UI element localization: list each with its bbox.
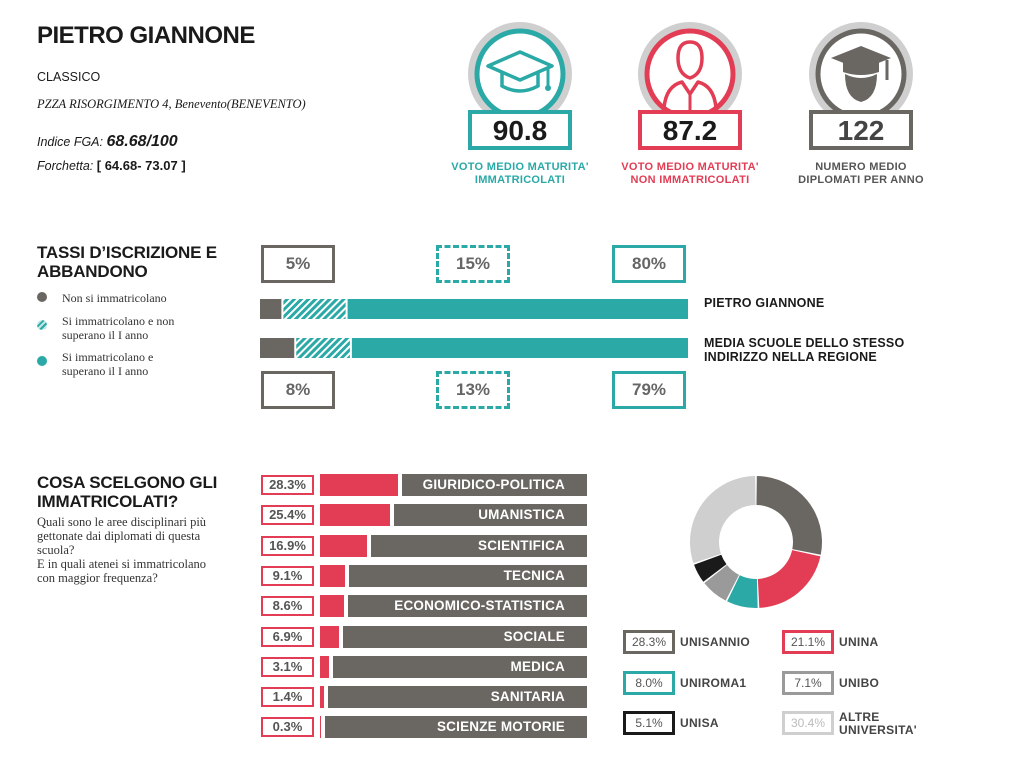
row-label-school — [704, 296, 824, 310]
pct-box-school-dropout — [436, 245, 510, 283]
pct-value: 15% — [455, 254, 491, 273]
stat-value-1: 90.8 — [492, 115, 548, 146]
uni-pct: 30.4% — [790, 716, 826, 730]
uni-pct: 21.1% — [790, 635, 826, 649]
desc-line: gettonate dai diplomati di questa — [37, 529, 201, 543]
enrollment-title-line1: TASSI D’ISCRIZIONE E — [37, 243, 217, 262]
area-bar-label: TECNICA — [349, 565, 587, 587]
area-bar-fill — [320, 504, 390, 526]
fork-value: [ 64.68- 73.07 ] — [96, 158, 186, 173]
area-bar-label: ECONOMICO-STATISTICA — [348, 595, 587, 617]
area-pct-label: 6.9% — [261, 627, 314, 647]
legend-label-line1: Si immatricolano e — [62, 350, 154, 364]
area-bar-label: SOCIALE — [343, 626, 587, 648]
area-bar-label: SCIENZE MOTORIE — [325, 716, 587, 738]
choices-title-line1: COSA SCELGONO GLI — [37, 473, 218, 492]
choices-title-line2: IMMATRICOLATI? — [37, 492, 179, 511]
legend-label-line1: Non si immatricolano — [62, 291, 167, 305]
area-pct-label: 1.4% — [261, 687, 314, 707]
desc-line: Quali sono le aree disciplinari più — [37, 515, 207, 529]
area-bar-fill — [320, 686, 324, 708]
uni-name-altre — [839, 711, 917, 737]
stat-value-3: 122 — [837, 115, 885, 146]
pct-box-school-passed — [612, 245, 686, 283]
fga-label: Indice FGA: — [37, 135, 103, 149]
area-pct-label: 8.6% — [261, 596, 314, 616]
uni-pct: 5.1% — [635, 716, 663, 730]
stat-value-box-3 — [809, 110, 913, 150]
stat-label-1 — [435, 161, 605, 187]
enrollment-bar-segment — [283, 299, 345, 319]
enrollment-title-line2: ABBANDONO — [37, 262, 148, 281]
desc-line: con maggior frequenza? — [37, 571, 158, 585]
uni-pct-box-altre — [782, 711, 834, 735]
pct-box-region-passed — [612, 371, 686, 409]
pct-value: 79% — [631, 380, 667, 399]
uni-name-unisa — [680, 717, 719, 730]
donut-slice — [758, 550, 821, 608]
area-bar-fill — [320, 565, 345, 587]
stat-label-2-line2: NON IMMATRICOLATI — [630, 174, 750, 186]
stat-value-box-2 — [638, 110, 742, 150]
area-bar-fill — [320, 595, 344, 617]
universities-donut-chart — [686, 472, 826, 612]
uni-pct-box-unisa — [623, 711, 675, 735]
desc-line: E in quali atenei si immatricolano — [37, 557, 207, 571]
legend-swatch-passed — [37, 356, 47, 366]
stat-value-2: 87.2 — [662, 115, 718, 146]
uni-name-uniroma1 — [680, 677, 746, 690]
legend-item-not-enrolled — [62, 291, 167, 305]
fga-range — [37, 158, 186, 173]
legend-label-line1: Si immatricolano e non — [62, 314, 175, 328]
desc-line: scuola? — [37, 543, 75, 557]
uni-pct-box-unina — [782, 630, 834, 654]
uni-pct-box-unisannio — [623, 630, 675, 654]
fga-index — [37, 133, 178, 151]
stat-label-2-line1: VOTO MEDIO MATURITA' — [621, 161, 759, 173]
row-label-line1: MEDIA SCUOLE DELLO STESSO — [704, 336, 905, 350]
area-bar-fill — [320, 626, 339, 648]
uni-name-line1: UNIROMA1 — [680, 676, 747, 690]
uni-name-line1: UNISA — [680, 716, 719, 730]
area-pct-label: 0.3% — [261, 717, 314, 737]
uni-pct: 28.3% — [631, 635, 667, 649]
uni-name-unina — [839, 636, 879, 649]
pct-box-region-not-enrolled — [261, 371, 335, 409]
pct-value: 8% — [285, 380, 311, 399]
donut-slice — [756, 476, 822, 555]
uni-pct-box-uniroma1 — [623, 671, 675, 695]
enrollment-bar-segment — [260, 338, 294, 358]
uni-name-unisannio — [680, 636, 750, 649]
school-address: PZZA RISORGIMENTO 4, Benevento(BENEVENTO) — [37, 97, 306, 111]
stat-value-box-1 — [468, 110, 572, 150]
legend-item-passed — [62, 350, 153, 378]
stat-label-3 — [776, 161, 946, 187]
uni-name-line1: UNISANNIO — [680, 635, 751, 649]
pct-value: 5% — [285, 254, 311, 273]
area-bar-label: UMANISTICA — [394, 504, 587, 526]
uni-name-line1: UNINA — [839, 635, 879, 649]
area-pct-label: 3.1% — [261, 657, 314, 677]
enrollment-stacked-bars — [260, 296, 690, 362]
legend-swatch-dropout — [37, 320, 47, 330]
uni-pct-box-unibo — [782, 671, 834, 695]
uni-pct: 7.1% — [794, 676, 822, 690]
enrollment-title — [37, 243, 217, 281]
uni-name-line1: ALTRE — [839, 710, 880, 724]
area-bar-fill — [320, 716, 321, 738]
uni-name-line1: UNIBO — [839, 676, 880, 690]
stat-label-3-line2: DIPLOMATI PER ANNO — [798, 174, 924, 186]
pct-box-school-not-enrolled — [261, 245, 335, 283]
row-label-line1: PIETRO GIANNONE — [704, 296, 825, 310]
area-pct-label: 9.1% — [261, 566, 314, 586]
school-type: CLASSICO — [37, 70, 101, 84]
stat-label-3-line1: NUMERO MEDIO — [815, 161, 907, 173]
row-label-region — [704, 336, 904, 364]
enrollment-bar-segment — [348, 299, 688, 319]
stat-label-2 — [605, 161, 775, 187]
choices-description — [37, 515, 206, 585]
stat-label-1-line1: VOTO MEDIO MATURITA' — [451, 161, 589, 173]
uni-name-unibo — [839, 677, 879, 690]
fork-label: Forchetta: — [37, 159, 94, 173]
enrollment-bar-segment — [260, 299, 281, 319]
area-pct-label: 16.9% — [261, 536, 314, 556]
legend-label-line2: superano il I anno — [62, 364, 149, 378]
area-bar-fill — [320, 474, 398, 496]
donut-slice — [690, 476, 756, 563]
row-label-line2: INDIRIZZO NELLA REGIONE — [704, 350, 877, 364]
enrollment-bar-segment — [352, 338, 688, 358]
area-bar-fill — [320, 535, 367, 557]
enrollment-bar-segment — [296, 338, 350, 358]
area-bar-label: SANITARIA — [328, 686, 587, 708]
area-bar-fill — [320, 656, 329, 678]
uni-pct: 8.0% — [635, 676, 663, 690]
legend-swatch-not-enrolled — [37, 292, 47, 302]
uni-name-line2: UNIVERSITA' — [839, 723, 917, 737]
legend-item-dropout — [62, 314, 174, 342]
area-bar-label: MEDICA — [333, 656, 587, 678]
stat-label-1-line2: IMMATRICOLATI — [474, 174, 566, 186]
choices-title — [37, 473, 217, 511]
pct-value: 13% — [455, 380, 491, 399]
legend-label-line2: superano il I anno — [62, 328, 149, 342]
pct-box-region-dropout — [436, 371, 510, 409]
school-name: PIETRO GIANNONE — [37, 22, 255, 49]
area-bar-label: GIURIDICO-POLITICA — [402, 474, 587, 496]
fga-value: 68.68/100 — [106, 133, 178, 150]
pct-value: 80% — [631, 254, 667, 273]
area-pct-label: 28.3% — [261, 475, 314, 495]
area-bar-label: SCIENTIFICA — [371, 535, 587, 557]
area-pct-label: 25.4% — [261, 505, 314, 525]
